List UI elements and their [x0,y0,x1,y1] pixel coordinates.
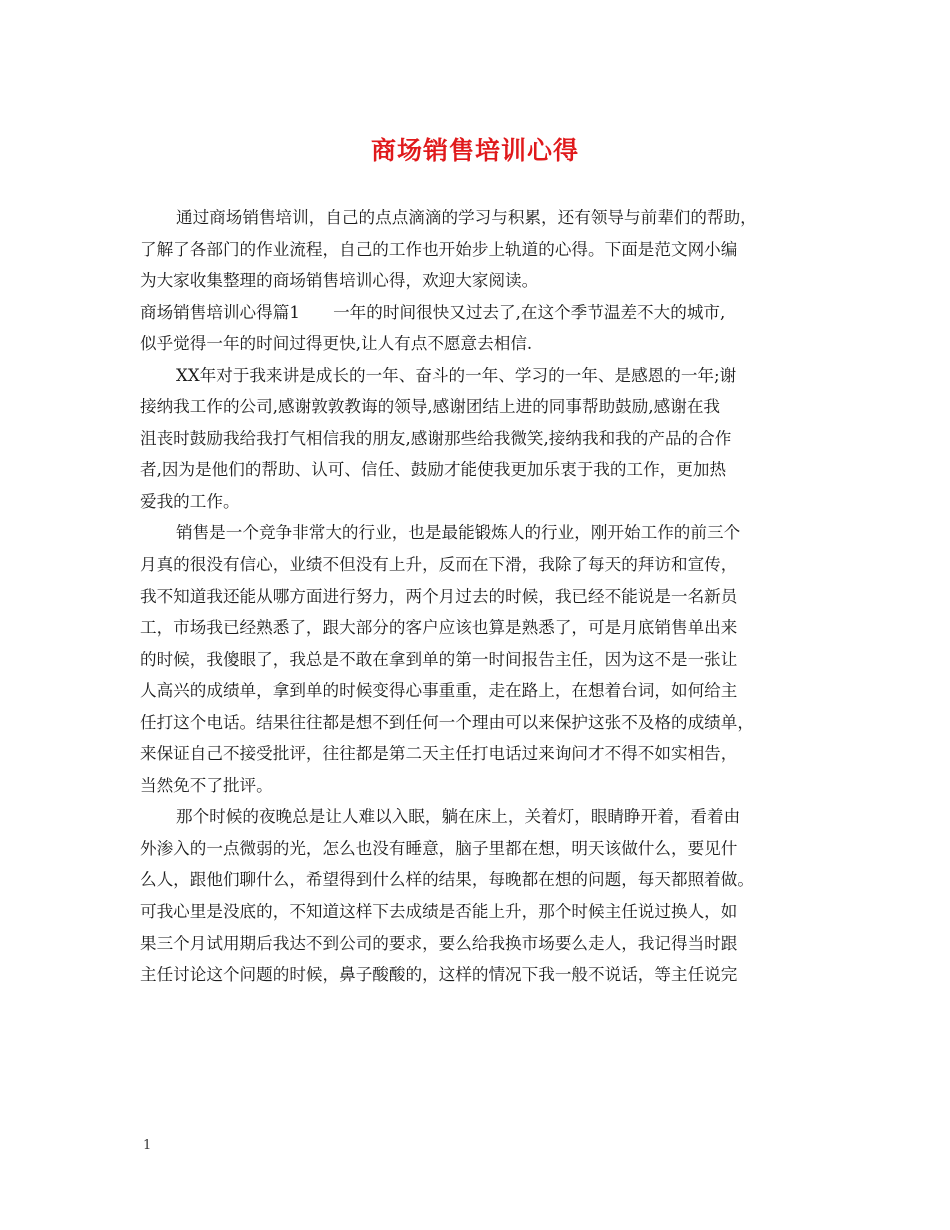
text-line: 了解了各部门的作业流程，自己的工作也开始步上轨道的心得。下面是范文网小编 [140,239,738,259]
document-body [140,202,830,991]
text-line: 者,因为是他们的帮助、认可、信任、鼓励才能使我更加乐衷于我的工作，更加热 [140,460,727,480]
text-line: 为大家收集整理的商场销售培训心得，欢迎大家阅读。 [140,271,539,291]
text-line: 来保证自己不接受批评，往往都是第二天主任打电话过来询问才不得不如实相告， [140,744,738,764]
text-line: 月真的很没有信心，业绩不但没有上升，反而在下滑，我除了每天的拜访和宣传， [140,555,738,575]
text-line: 接纳我工作的公司,感谢敦敦教诲的领导,感谢团结上进的同事帮助鼓励,感谢在我 [140,397,721,417]
text-line: 当然免不了批评。 [140,775,273,795]
text-line: 人高兴的成绩单，拿到单的时候变得心事重重，走在路上，在想着台词，如何给主 [140,681,738,701]
text-line: 主任讨论这个问题的时候，鼻子酸酸的，这样的情况下我一般不说话，等主任说完 [140,965,738,985]
document-title: 商场销售培训心得 [370,136,579,165]
text-line: 沮丧时鼓励我给我打气相信我的朋友,感谢那些给我微笑,接纳我和我的产品的合作 [140,428,732,448]
text-line: 果三个月试用期后我达不到公司的要求，要么给我换市场要么走人，我记得当时跟 [140,933,738,953]
text-line: 爱我的工作。 [140,491,240,511]
text-line: 商场销售培训心得篇1 一年的时间很快又过去了,在这个季节温差不大的城市, [140,302,726,322]
text-line: 可我心里是没底的，不知道这样下去成绩是否能上升，那个时候主任说过换人，如 [140,902,738,922]
text-line: 销售是一个竞争非常大的行业，也是最能锻炼人的行业，刚开始工作的前三个 [176,523,741,543]
page-number: 1 [143,1138,152,1153]
text-line: 工，市场我已经熟悉了，跟大部分的客户应该也算是熟悉了，可是月底销售单出来 [140,618,738,638]
text-line: 通过商场销售培训，自己的点点滴滴的学习与积累，还有领导与前辈们的帮助， [176,208,757,227]
text-line: 外渗入的一点微弱的光，怎么也没有睡意，脑子里都在想，明天该做什么，要见什 [140,838,738,858]
text-line: 似乎觉得一年的时间过得更快,让人有点不愿意去相信. [140,334,533,354]
text-line: 么人，跟他们聊什么，希望得到什么样的结果，每晚都在想的问题，每天都照着做。 [140,870,754,890]
text-line: 我不知道我还能从哪方面进行努力，两个月过去的时候，我已经不能说是一名新员 [140,586,738,606]
text-line: 那个时候的夜晚总是让人难以入眠，躺在床上，关着灯，眼睛睁开着，看着由 [176,807,741,827]
text-line: 任打这个电话。结果往往都是想不到任何一个理由可以来保护这张不及格的成绩单， [140,712,754,732]
text-line: 的时候，我傻眼了，我总是不敢在拿到单的第一时间报告主任，因为这不是一张让 [140,649,738,669]
text-line: XX年对于我来讲是成长的一年、奋斗的一年、学习的一年、是感恩的一年;谢 [176,365,737,385]
